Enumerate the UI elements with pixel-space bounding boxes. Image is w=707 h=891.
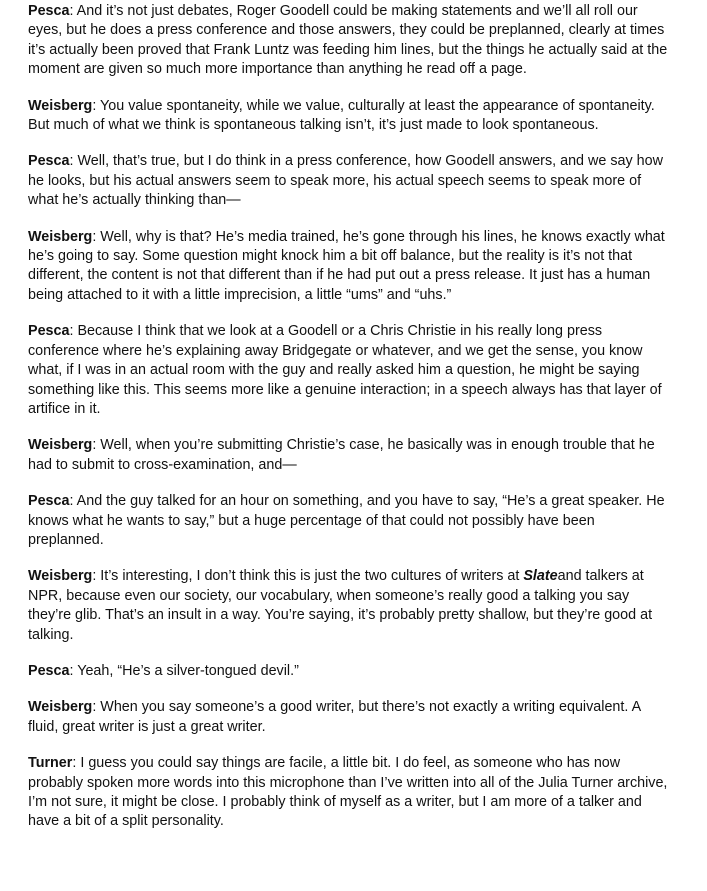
transcript-page [28,2,668,849]
speech-text: : Because I think that we look at a Goodell or a Chris Christie in his really long press conference where he’s explaining away Bridgegate or whatever, and we get the sense, you know what, if I was in an actual room with the guy and really asked him a question, he might be saying something like this. This seems more like a genuine interaction; in a speech always has that layer of artifice in it. [28,323,662,417]
speech-text: : Yeah, “He’s a silver-tongued devil.” [69,662,299,679]
speaker-name: Pesca [28,323,70,340]
transcript-paragraph [28,2,668,80]
speech-text: : And the guy talked for an hour on something, and you have to say, “He’s a great speaker. He knows what he wants to say,” but a huge percentage of that could not possibly have been preplanned. [28,493,665,548]
speech-text: : Well, that’s true, but I do think in a press conference, how Goodell answers, and we say how he looks, but his actual answers seem to speak more, his actual speech seems to speak more of what he’s actually thinking than— [28,153,663,209]
speaker-name: Weisberg [28,699,93,716]
speech-text: and talkers at NPR, because even our society, our vocabulary, when someone’s really good a talking you say they’re glib. That’s an insult in a way. You’re saying, it’s probably pretty shallow, but they’re good at talking. [28,568,653,643]
speech-text: : I guess you could say things are facile, a little bit. I do feel, as someone who has now probably spoken more words into this microphone than I’ve written into all of the Julia Turner archive, I’m not sure, it might be close. I probably think of myself as a writer, but I am more of a talker and have a bit of a split personality. [28,755,668,830]
speaker-name: Weisberg [28,97,93,114]
speech-text: : And it’s not just debates, Roger Goodell could be making statements and we’ll all roll our eyes, but he does a press conference and those answers, they could be preplanned, clearly at times it’s actually been proved that Frank Luntz was feeding him lines, but the things he actually said at the moment are given so much more importance than anything he read off a page. [28,3,668,78]
transcript-paragraph [28,436,668,475]
transcript-paragraph [28,152,668,210]
speaker-name: Pesca [28,662,70,679]
transcript-paragraph [28,754,668,832]
speaker-name: Weisberg [28,437,93,454]
speaker-name: Pesca [28,493,70,510]
publication-name: Slate [523,568,558,585]
speech-text: : Well, why is that? He’s media trained, he’s gone through his lines, he knows exactly what he’s going to say. Some question might knock him a bit off balance, but the reality is it’s not that different, the content is not that different than if he had put out a press release. It just has a human being attached to it with a little imprecision, a little “ums” and “uhs.” [28,228,665,303]
speaker-name: Weisberg [28,568,93,585]
speech-text: : It’s interesting, I don’t think this is just the two cultures of writers at [92,568,524,585]
transcript-paragraph [28,322,668,419]
speaker-name: Pesca [28,3,70,19]
transcript-paragraph [28,662,668,681]
speaker-name: Pesca [28,153,70,170]
transcript-paragraph [28,567,668,645]
transcript-paragraph [28,698,668,737]
transcript-paragraph [28,492,668,550]
transcript-paragraph [28,97,668,136]
transcript-paragraph [28,228,668,306]
speech-text: : You value spontaneity, while we value, culturally at least the appearance of spontaneity. But much of what we think is spontaneous talking isn’t, it’s just made to look spontaneous. [28,97,655,134]
speaker-name: Weisberg [28,228,93,245]
speech-text: : When you say someone’s a good writer, but there’s not exactly a writing equivalent. A fluid, great writer is just a great writer. [28,699,641,735]
speaker-name: Turner [28,755,73,772]
speech-text: : Well, when you’re submitting Christie’s case, he basically was in enough trouble that he had to submit to cross-examination, and— [28,437,655,473]
